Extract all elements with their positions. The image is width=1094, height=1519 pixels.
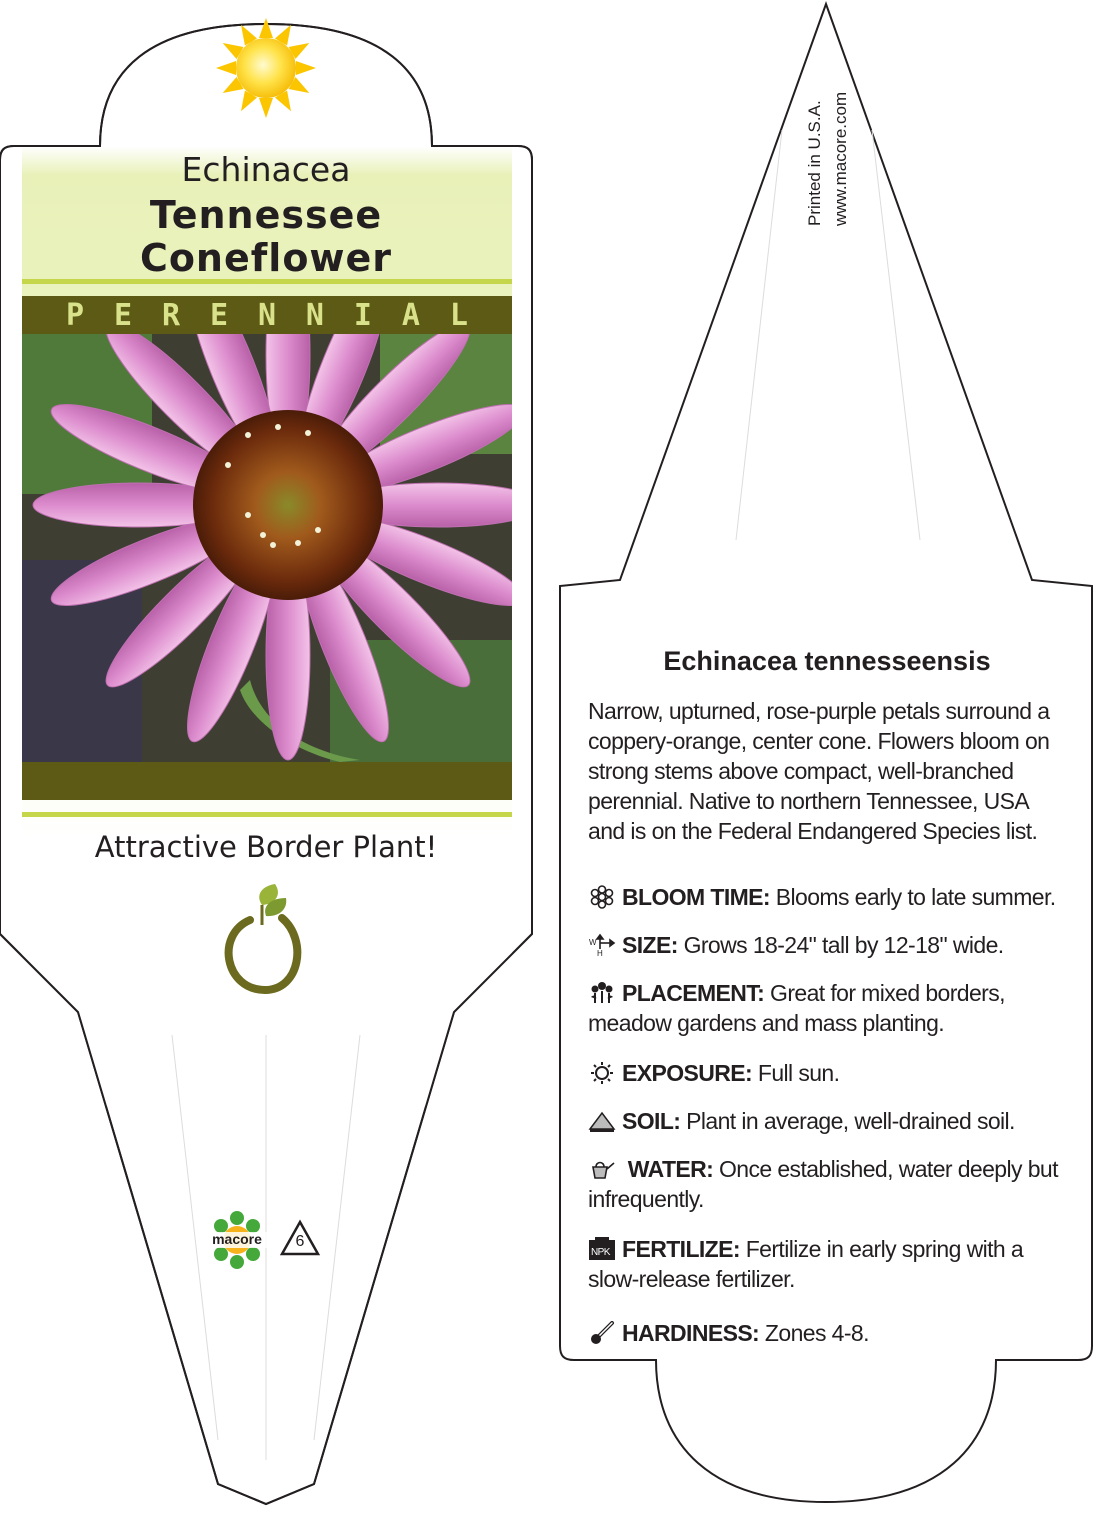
spec-value: Grows 18-24" tall by 12-18" wide. (683, 932, 1004, 958)
category-letter: I (353, 297, 372, 333)
spec-fertilize (588, 1234, 1068, 1294)
size-arrows-icon (588, 933, 616, 957)
svg-text:NPK: NPK (591, 1247, 610, 1258)
npk-icon (588, 1237, 616, 1261)
brand-name: macore (212, 1231, 262, 1247)
watering-can-icon (588, 1157, 616, 1181)
spec-label: FERTILIZE: (622, 1236, 740, 1262)
spec-exposure (588, 1058, 1068, 1088)
spec-value: Blooms early to late summer. (775, 884, 1056, 910)
svg-text:H: H (597, 949, 603, 957)
spec-value: Great for mixed borders, meadow gardens and mass planting. (588, 980, 1005, 1036)
soil-icon (588, 1109, 616, 1133)
spec-label: PLACEMENT: (622, 980, 765, 1006)
spec-label: SOIL: (622, 1108, 681, 1134)
flower-icon (588, 885, 616, 909)
category-letter: A (401, 297, 420, 333)
website: www.macore.com (831, 91, 850, 226)
category-letter: N (305, 297, 324, 333)
spec-placement (588, 978, 1068, 1038)
spec-label: SIZE: (622, 932, 678, 958)
spec-water (588, 1154, 1068, 1214)
category-letter: P (66, 297, 85, 333)
spec-hardiness (588, 1318, 1068, 1348)
printed-in: Printed in U.S.A. (805, 100, 824, 226)
category-label (22, 296, 512, 334)
spec-label: WATER: (627, 1156, 714, 1182)
spec-label: HARDINESS: (622, 1320, 760, 1346)
category-letter: L (449, 297, 468, 333)
category-letter: E (113, 297, 133, 333)
spec-value: Once established, water deeply but infrequently. (588, 1156, 1058, 1212)
spec-soil (588, 1106, 1068, 1136)
botanical-name: Echinacea tennesseensis (663, 646, 991, 676)
spec-size (588, 930, 1068, 960)
sun-outline-icon (588, 1061, 616, 1085)
category-letter: N (257, 297, 276, 333)
thermometer-icon (588, 1321, 616, 1345)
spec-value: Plant in average, well-drained soil. (686, 1108, 1015, 1134)
plants-icon (588, 981, 616, 1005)
genus-name: Echinacea (181, 150, 351, 189)
category-letter: R (161, 297, 181, 333)
plant-photo (22, 334, 512, 762)
svg-text:W: W (589, 938, 596, 947)
spec-bloom-time (588, 882, 1068, 912)
common-name-line2: Coneflower (139, 236, 393, 280)
description: Narrow, upturned, rose-purple petals surround a coppery-orange, center cone. Flowers bloom on strong stems above compact, well-branched perennial. Native to northern Tennessee, USA and is on the Federal Endangered Species list. (588, 698, 1050, 844)
spec-value: Zones 4-8. (764, 1320, 869, 1346)
spec-label: EXPOSURE: (622, 1060, 753, 1086)
spec-label: BLOOM TIME: (622, 884, 770, 910)
common-name-line1: Tennessee (149, 193, 383, 237)
spec-value: Fertilize in early spring with a slow-release fertilizer. (588, 1236, 1024, 1292)
recycle-code: 6 (295, 1233, 305, 1250)
spec-value: Full sun. (757, 1060, 840, 1086)
tagline: Attractive Border Plant! (94, 830, 438, 864)
category-letter: E (209, 297, 229, 333)
